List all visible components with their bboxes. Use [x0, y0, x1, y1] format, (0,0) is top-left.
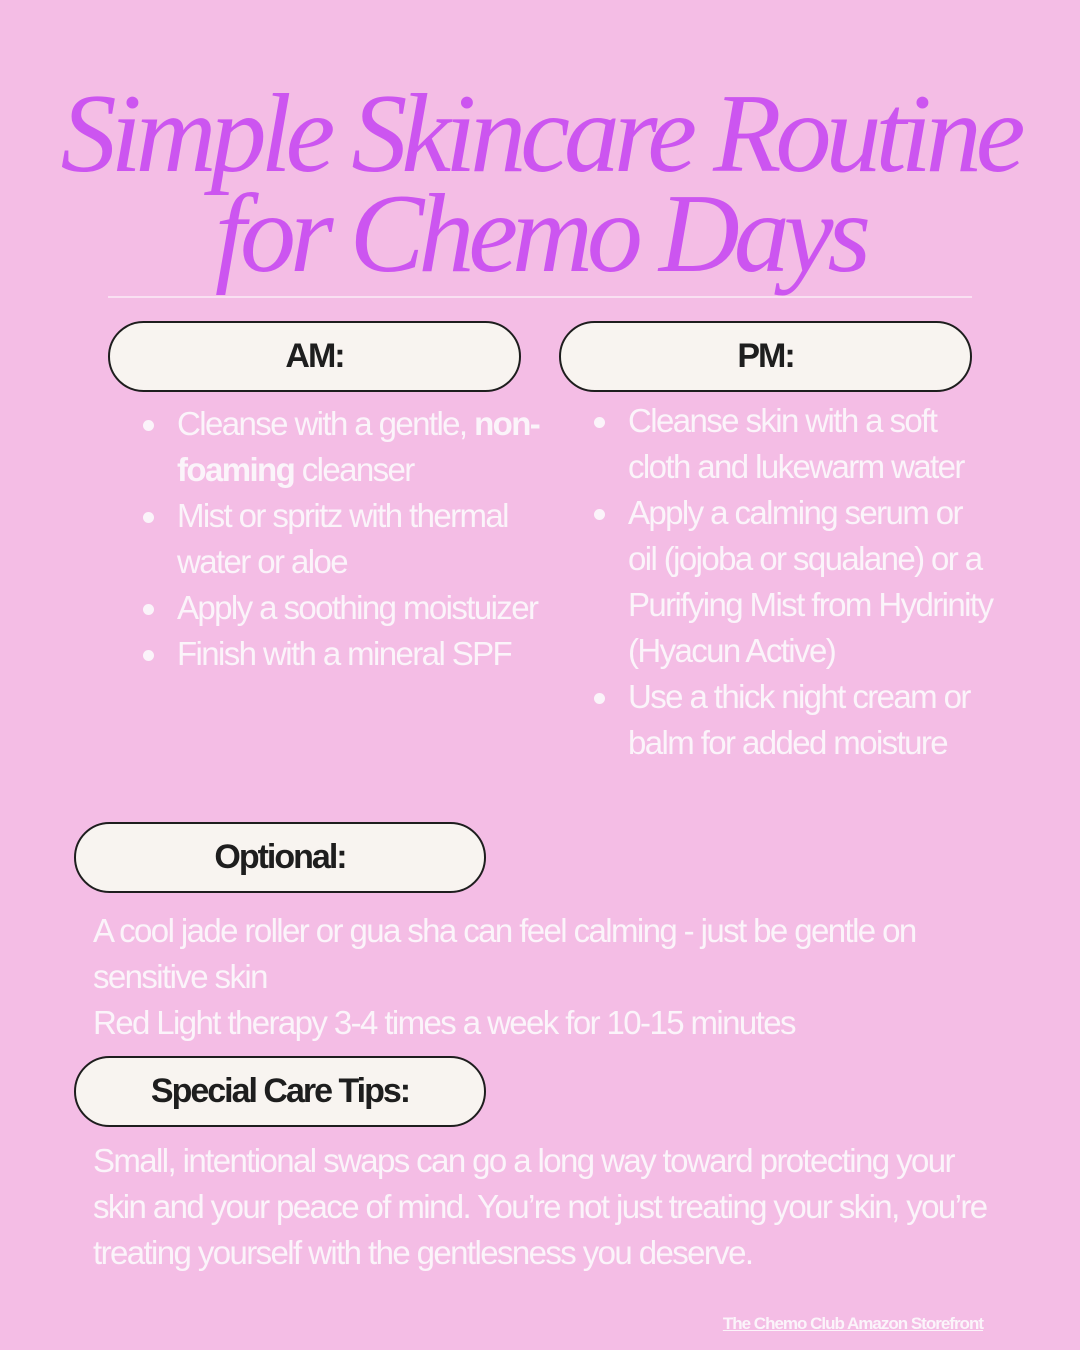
storefront-link[interactable]: The Chemo Club Amazon Storefront	[722, 1314, 983, 1333]
am-item-text-bold: non-foaming	[177, 405, 540, 488]
am-item-text: Mist or spritz with thermal water or aloe	[177, 497, 508, 580]
page-title-line-2: for Chemo Days	[214, 172, 866, 296]
pm-list-item	[628, 490, 993, 674]
optional-tip-1: A cool jade roller or gua sha can feel calming - just be gentle on sensitive skin	[93, 912, 916, 995]
optional-heading: Optional:	[214, 838, 346, 876]
pm-list-item	[628, 674, 993, 766]
am-heading: AM:	[285, 337, 344, 375]
pm-item-text: Cleanse skin with a soft cloth and lukewarm water	[628, 402, 964, 485]
am-list-item	[177, 631, 547, 677]
bullet-icon	[594, 693, 605, 704]
bullet-icon	[143, 650, 154, 661]
am-item-text: Apply a soothing moistuizer	[177, 589, 538, 626]
bullet-icon	[594, 509, 605, 520]
am-heading-pill	[108, 321, 521, 392]
bullet-icon	[594, 417, 605, 428]
am-list-item	[177, 493, 547, 585]
special-care-text: Small, intentional swaps can go a long way toward protecting your skin and your peace of mind. You’re not just treating your skin, you’re treating yourself with the gentlesness you deserve.	[93, 1142, 987, 1271]
title-divider	[108, 296, 972, 298]
pm-heading-pill	[559, 321, 972, 392]
am-list-item	[177, 585, 547, 631]
optional-heading-pill	[74, 822, 486, 893]
am-item-text: Finish with a mineral SPF	[177, 635, 512, 672]
pm-list-item	[628, 398, 993, 490]
bullet-icon	[143, 420, 154, 431]
pm-item-text: Apply a calming serum or oil (jojoba or squalane) or a Purifying Mist from Hydrinity (Hyacun Active)	[628, 494, 993, 669]
pm-routine-list	[628, 398, 993, 766]
bullet-icon	[143, 604, 154, 615]
pm-heading: PM:	[737, 337, 794, 375]
special-care-heading-pill	[74, 1056, 486, 1127]
am-list-item	[177, 401, 547, 493]
optional-tip-2: Red Light therapy 3-4 times a week for 10-15 minutes	[93, 1004, 795, 1041]
page-title-line-1: Simple Skincare Routine	[60, 72, 1020, 196]
am-item-text-post: cleanser	[294, 451, 414, 488]
am-routine-list	[177, 401, 547, 677]
bullet-icon	[143, 512, 154, 523]
pm-item-text: Use a thick night cream or balm for added moisture	[628, 678, 970, 761]
special-care-heading: Special Care Tips:	[150, 1072, 410, 1110]
am-item-text-pre: Cleanse with a gentle,	[177, 405, 475, 442]
